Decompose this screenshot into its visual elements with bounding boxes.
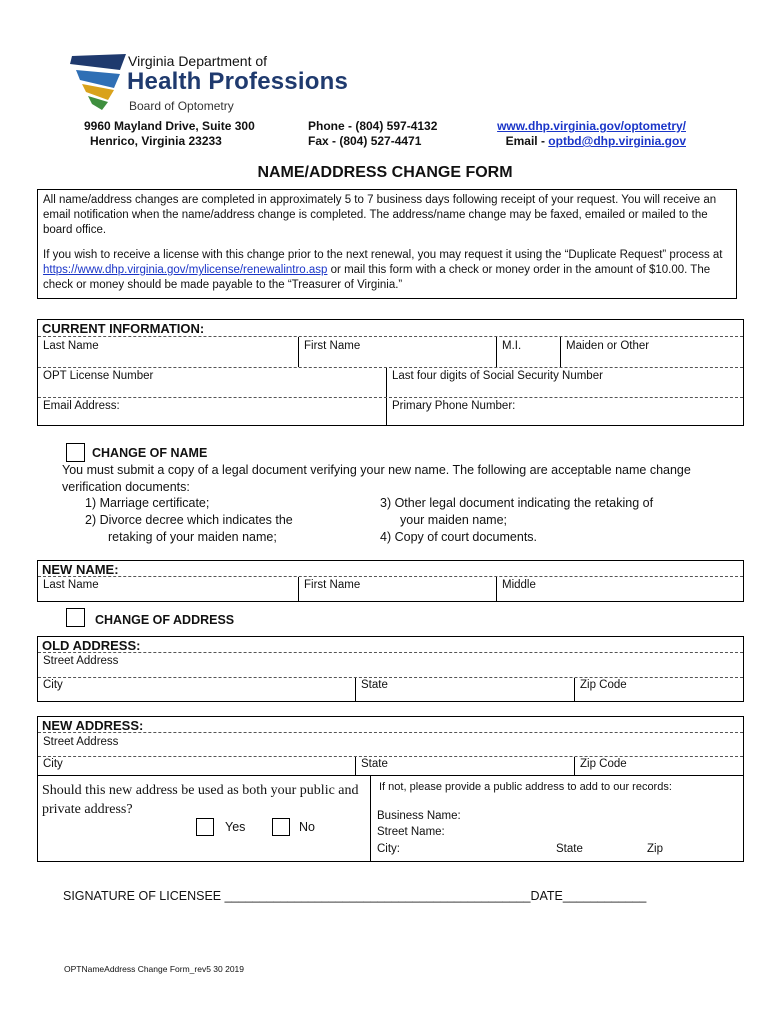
board-web-email: [484, 119, 686, 149]
new-first-name-field[interactable]: First Name: [304, 579, 361, 591]
public-zip-field[interactable]: Zip: [647, 843, 663, 855]
ssn-field[interactable]: Last four digits of Social Security Number: [392, 370, 603, 382]
email-address-field[interactable]: Email Address:: [43, 400, 120, 412]
address-line1: 9960 Mayland Drive, Suite 300: [84, 119, 255, 133]
intro-paragraph-1: All name/address changes are completed in approximately 5 to 7 business days following receipt of your request. You will receive an email notification when the name/address change is completed. The address/name change may be faxed, emailed or mailed to the board office.: [43, 194, 717, 236]
footer-revision: OPTNameAddress Change Form_rev5 30 2019: [64, 964, 245, 974]
current-last-name-field[interactable]: Last Name: [43, 340, 99, 352]
old-zip-field[interactable]: Zip Code: [580, 679, 627, 691]
new-name-heading: NEW NAME:: [42, 562, 119, 577]
business-name-field[interactable]: Business Name:: [377, 810, 461, 822]
old-address-section: [37, 636, 744, 702]
change-of-name-checkbox[interactable]: [66, 443, 85, 462]
new-last-name-field[interactable]: Last Name: [43, 579, 99, 591]
public-state-field[interactable]: State: [556, 843, 583, 855]
new-address-heading: NEW ADDRESS:: [42, 718, 144, 733]
new-middle-field[interactable]: Middle: [502, 579, 536, 591]
doc-item-3b: your maiden name;: [400, 513, 508, 527]
old-state-field[interactable]: State: [361, 679, 388, 691]
form-title: NAME/ADDRESS CHANGE FORM: [257, 164, 513, 181]
yes-checkbox[interactable]: [196, 818, 214, 836]
old-street-field[interactable]: Street Address: [43, 655, 119, 667]
doc-item-1: 1) Marriage certificate;: [85, 496, 210, 510]
change-of-address-checkbox[interactable]: [66, 608, 85, 627]
phone-text: Phone - (804) 597-4132: [308, 119, 438, 133]
doc-item-3a: 3) Other legal document indicating the retaking of: [380, 496, 654, 510]
fax-text: Fax - (804) 527-4471: [308, 134, 422, 148]
doc-item-2b: retaking of your maiden name;: [108, 530, 277, 544]
old-address-heading: OLD ADDRESS:: [42, 638, 141, 653]
change-of-address-label: CHANGE OF ADDRESS: [95, 613, 235, 627]
email-link[interactable]: optbd@dhp.virginia.gov: [548, 134, 686, 148]
logo-line1: Virginia Department of: [128, 53, 268, 69]
change-of-name-instructions: You must submit a copy of a legal document verifying your new name. The following are acceptable name change verification documents:: [62, 463, 691, 494]
new-state-field[interactable]: State: [361, 758, 388, 770]
current-maiden-field[interactable]: Maiden or Other: [566, 340, 650, 352]
new-name-section: [37, 560, 744, 602]
address-line2: Henrico, Virginia 23233: [90, 134, 222, 148]
public-city-field[interactable]: City:: [377, 843, 400, 855]
license-number-field[interactable]: OPT License Number: [43, 370, 154, 382]
doc-item-2a: 2) Divorce decree which indicates the: [85, 513, 293, 527]
yes-label: Yes: [225, 820, 246, 834]
board-phone-fax: [308, 119, 437, 149]
old-city-field[interactable]: City: [43, 679, 63, 691]
change-of-name-label: CHANGE OF NAME: [92, 446, 208, 460]
public-address-instruction: If not, please provide a public address to add to our records:: [379, 781, 672, 793]
logo-line3: Board of Optometry: [129, 99, 234, 113]
current-info-heading: CURRENT INFORMATION:: [42, 321, 205, 336]
address-usage-question: Should this new address be used as both your public and private address?: [42, 783, 359, 817]
primary-phone-field[interactable]: Primary Phone Number:: [392, 400, 516, 412]
signature-date-line[interactable]: SIGNATURE OF LICENSEE ____________________________________________DATE____________: [63, 889, 647, 903]
email-label: Email -: [505, 134, 549, 148]
new-city-field[interactable]: City: [43, 758, 63, 770]
new-street-field[interactable]: Street Address: [43, 736, 119, 748]
website-link[interactable]: www.dhp.virginia.gov/optometry/: [497, 119, 686, 133]
renewal-link[interactable]: https://www.dhp.virginia.gov/mylicense/renewalintro.asp: [43, 264, 328, 276]
street-name-field[interactable]: Street Name:: [377, 826, 445, 838]
no-checkbox[interactable]: [272, 818, 290, 836]
new-zip-field[interactable]: Zip Code: [580, 758, 627, 770]
no-label: No: [299, 820, 315, 834]
intro-paragraph-2: If you wish to receive a license with this change prior to the next renewal, you may request it using the “Duplicate Request” process at https://www.dhp.virginia.gov/mylicense/renewalintro.asp or mail this form with a check or money order in the amount of $10.00. The check or money should be made payable to the “Treasurer of Virginia.”: [43, 249, 723, 291]
current-mi-field[interactable]: M.I.: [502, 340, 522, 352]
logo-line2: Health Professions: [127, 68, 348, 95]
doc-item-4: 4) Copy of court documents.: [380, 530, 538, 544]
board-address: [84, 119, 255, 149]
intro-box: [37, 189, 737, 299]
current-first-name-field[interactable]: First Name: [304, 340, 361, 352]
